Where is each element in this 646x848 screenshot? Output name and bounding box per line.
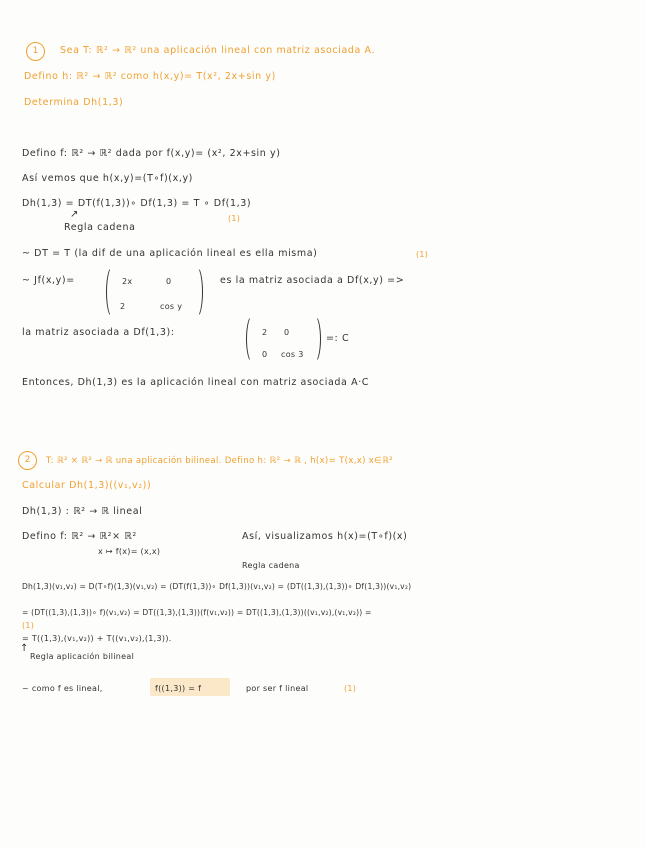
matrix-2-a22: cos 3 [281,350,304,359]
s1-line-8-note: (1) [416,250,429,259]
s1-assoc-label: la matriz asociada a Df(1,3): [22,327,175,338]
s2-line-4b: Así, visualizamos h(x)=(T∘f)(x) [242,531,408,542]
matrix-1-a11: 2x [122,277,133,286]
s1-conclusion: Entonces, Dh(1,3) es la aplicación lineal con matriz asociada A·C [22,377,370,388]
s1-line-3: Determina Dh(1,3) [24,97,124,108]
section-2-number: 2 [18,451,37,470]
s1-line-5: Así vemos que h(x,y)=(T∘f)(x,y) [22,173,193,184]
s2-line-7: Dh(1,3)(v₁,v₂) = D(T∘f)(1,3)(v₁,v₂) = (DT(f(1,3))∘ Df(1,3))(v₁,v₂) = (DT((1,3),(1,3))∘ Df(1,3))(v₁,v₂) [22,582,412,591]
matrix-2-a11: 2 [262,328,268,337]
matrix-1-right-paren [190,266,203,318]
matrix-1-a22: cos y [160,302,183,311]
s2-line-2: Calcular Dh(1,3)((v₁,v₂)) [22,480,152,491]
matrix-2-a21: 0 [262,350,268,359]
bilinear-rule-arrow-icon: ↑ [20,643,29,654]
s1-line-8: ~ DT = T (la dif de una aplicación lineal es ella misma) [22,248,318,259]
s1-line-4: Defino f: ℝ² → ℝ² dada por f(x,y)= (x², 2x+sin y) [22,148,281,159]
s1-line-2: Defino h: ℝ² → ℝ² como h(x,y)= T(x², 2x+sin y) [24,71,276,82]
matrix-2-a12: 0 [284,328,290,337]
s1-line-6: Dh(1,3) = DT(f(1,3))∘ Df(1,3) = T ∘ Df(1,3) [22,198,252,209]
s1-line-6-note: (1) [228,214,241,223]
s2-line-11-post: por ser f lineal [246,684,309,693]
s2-line-8-note: (1) [22,621,35,630]
s2-line-8: = (DT((1,3),(1,3))∘ f)(v₁,v₂) = DT((1,3),(1,3))(f(v₁,v₂)) = DT((1,3),(1,3))((v₁,v₂),(v₁,v₂)) = [22,608,372,617]
chain-rule-arrow-icon: ↗ [70,209,79,220]
s1-jacobian-desc: es la matriz asociada a Df(x,y) => [220,275,405,286]
s2-line-5: x ↦ f(x)= (x,x) [98,547,161,556]
s2-bilinear-rule-label: Regla aplicación bilineal [30,652,135,661]
s2-line-9: = T((1,3),(v₁,v₂)) + T((v₁,v₂),(1,3)). [22,634,172,643]
s2-line-3: Dh(1,3) : ℝ² → ℝ lineal [22,506,143,517]
s2-line-11: ~ como f es lineal, [22,684,103,693]
s1-line-1: Sea T: ℝ² → ℝ² una aplicación lineal con matriz asociada A. [60,45,376,56]
section-1-number: 1 [26,42,45,61]
s1-jacobian-label: ~ Jf(x,y)= [22,275,75,286]
s2-highlighted-eq: f((1,3)) = f [155,684,202,693]
s2-chain-rule-note: Regla cadena [242,561,300,570]
s2-line-11-note: (1) [344,684,357,693]
s1-matrix-c-label: =: C [326,333,350,344]
s1-chain-rule-label: Regla cadena [64,222,136,233]
matrix-1-a12: 0 [166,277,172,286]
matrix-2-right-paren [308,315,321,363]
matrix-1-a21: 2 [120,302,126,311]
s2-line-1: T: ℝ² × ℝ² → ℝ una aplicación bilineal. Defino h: ℝ² → ℝ , h(x)= T(x,x) x∈ℝ² [46,456,393,466]
matrix-1-left-paren [106,266,119,318]
s2-line-4a: Defino f: ℝ² → ℝ²× ℝ² [22,531,137,542]
matrix-2-left-paren [246,315,259,363]
